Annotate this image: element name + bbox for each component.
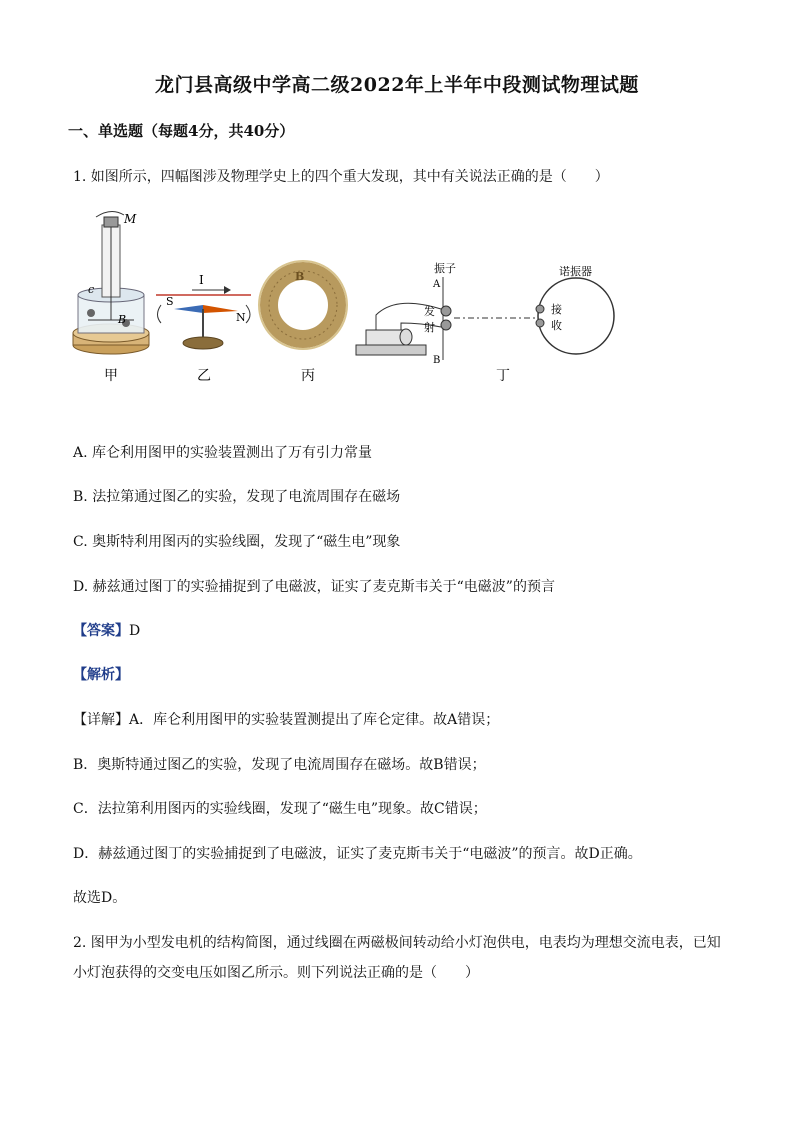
detail-line-d: D．赫兹通过图丁的实验捕捉到了电磁波，证实了麦克斯韦关于“电磁波”的预言。故D正确。 — [73, 846, 642, 862]
detail-tag: 【详解】 — [73, 712, 129, 728]
question-2-stem-line2: 小灯泡获得的交变电压如图乙所示。则下列说法正确的是（ ） — [73, 965, 479, 981]
label-B-balance: B — [118, 313, 127, 326]
option-a: A. 库仑利用图甲的实验装置测出了万有引力常量 — [73, 445, 373, 461]
label-c: c — [88, 283, 95, 296]
label-nuozhenqi: 诺振器 — [559, 265, 592, 278]
answer-tag: 【答案】 — [73, 623, 129, 639]
label-she: 射 — [424, 321, 435, 334]
detail-line-c: C．法拉第利用图丙的实验线圈，发现了“磁生电”现象。故C错误； — [73, 801, 487, 817]
section-heading: 一、单选题（每题4分，共40分） — [68, 122, 295, 140]
analysis-tag — [73, 665, 129, 685]
caption-jia: 甲 — [104, 368, 118, 384]
detail-line-b: B．奥斯特通过图乙的实验，发现了电流周围存在磁场。故B错误； — [73, 757, 486, 773]
question-1-stem: 1. 如图所示，四幅图涉及物理学史上的四个重大发现，其中有关说法正确的是（ ） — [73, 169, 609, 185]
option-d: D. 赫兹通过图丁的实验捕捉到了电磁波，证实了麦克斯韦关于“电磁波”的预言 — [73, 579, 555, 595]
label-shou: 收 — [551, 319, 562, 332]
label-I: I — [199, 273, 204, 287]
question-1-figure — [66, 205, 626, 395]
torsion-balance-apparatus — [73, 211, 149, 354]
label-N: N — [236, 311, 246, 324]
label-A: A — [433, 279, 441, 290]
caption-bing: 丙 — [301, 368, 315, 384]
page-title: 龙门县高级中学高二级2022年上半年中段测试物理试题 — [155, 74, 639, 96]
detail-a-text: A．库仑利用图甲的实验装置测提出了库仑定律。故A错误； — [129, 712, 500, 728]
caption-ding: 丁 — [496, 368, 510, 384]
analysis-label: 【解析】 — [73, 667, 129, 683]
label-S: S — [166, 295, 174, 308]
label-jie: 接 — [551, 303, 562, 316]
detail-line-a — [73, 710, 499, 730]
caption-yi: 乙 — [197, 368, 211, 384]
label-M: M — [124, 212, 137, 226]
answer-line — [73, 621, 140, 641]
label-B-ring: B — [295, 270, 305, 283]
question-2-stem-line1: 2. 图甲为小型发电机的结构简图，通过线圈在两磁极间转动给小灯泡供电，电表均为理想交流电表，已知 — [73, 935, 721, 951]
option-c: C. 奥斯特利用图丙的实验线圈，发现了“磁生电”现象 — [73, 534, 401, 550]
label-zhenzi: 振子 — [434, 262, 456, 275]
conclusion: 故选D。 — [73, 890, 127, 906]
answer-value: D — [129, 623, 141, 639]
label-fa: 发 — [424, 305, 435, 318]
hertz-apparatus — [356, 277, 614, 360]
option-b: B. 法拉第通过图乙的实验，发现了电流周围存在磁场 — [73, 489, 401, 505]
label-B-hertz: B — [433, 355, 441, 366]
